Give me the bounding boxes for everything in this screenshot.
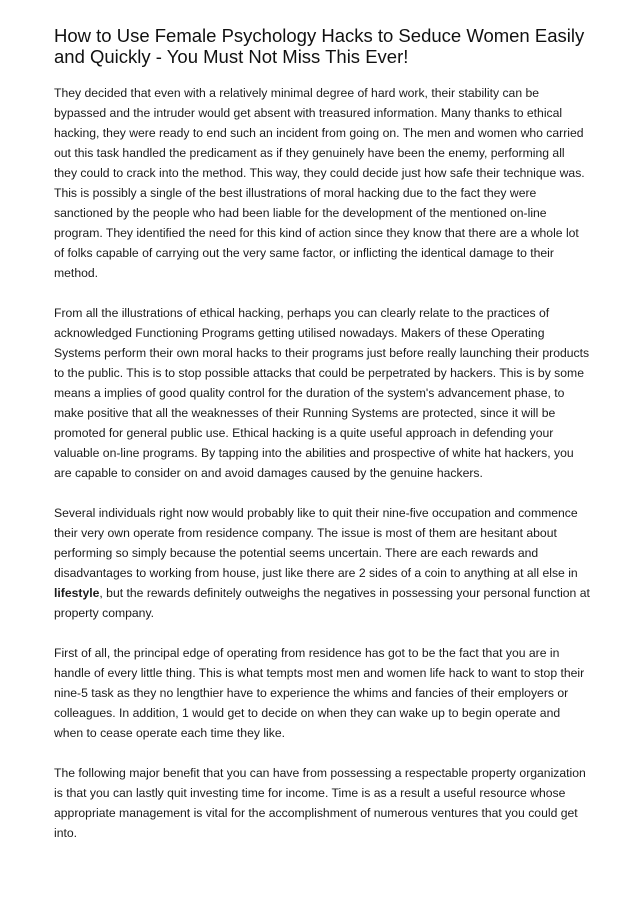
paragraph-3 [54,503,590,623]
document-page [54,25,590,863]
paragraph-4: First of all, the principal edge of operating from residence has got to be the fact that you are in handle of every little thing. This is what tempts most men and women life hack to want to stop their nine-5 task as they no lengthier have to experience the whims and fancies of their employers or colleagues. In addition, 1 would get to decide on when they can wake up to begin operate and when to cease operate each time they like. [54,646,585,740]
document-title: How to Use Female Psychology Hacks to Seduce Women Easily and Quickly - You Must Not Miss This Ever! [54,25,585,67]
paragraph-1: They decided that even with a relatively minimal degree of hard work, their stability can be bypassed and the intruder would get absent with treasured information. Many thanks to ethical hacking, they were ready to end such an incident from going on. The men and women who carried out this task handled the predicament as if they genuinely have been the enemy, performing all they could to crack into the method. This way, they could decide just how safe their technique was. This is possibly a single of the best illustrations of moral hacking due to the fact they were sanctioned by the people who had been liable for the development of the mentioned on-line program. They identified the need for this kind of action since they know that there are a whole lot of folks capable of carrying out the very same factor, or inflicting the identical damage to their method. [54,86,585,280]
paragraph-3-text-after: , but the rewards definitely outweighs the negatives in possessing your personal function at property company. [54,586,590,620]
paragraph-5: The following major benefit that you can have from possessing a respectable property organization is that you can lastly quit investing time for income. Time is as a result a useful resource whose appropriate management is vital for the accomplishment of numerous ventures that you could get into. [54,766,586,840]
paragraph-2: From all the illustrations of ethical hacking, perhaps you can clearly relate to the practices of acknowledged Functioning Programs getting utilised nowadays. Makers of these Operating Systems perform their own moral hacks to their programs just before really launching their products to the public. This is to stop possible attacks that could be perpetrated by hackers. This is by some means a implies of good quality control for the duration of the system's advancement phase, to make positive that all the weaknesses of their Running Systems are protected, since it will be promoted for general public use. Ethical hacking is a quite useful approach in defending your valuable on-line programs. By tapping into the abilities and prospective of white hat hackers, you are capable to consider on and avoid damages caused by the genuine hackers. [54,306,590,480]
paragraph-3-text-before: Several individuals right now would probably like to quit their nine-five occupation and commence their very own operate from residence company. The issue is most of them are hesitant about performing so simply because the potential seems uncertain. There are each rewards and disadvantages to working from house, just like there are 2 sides of a coin to anything at all else in [54,506,578,580]
lifestyle-bold-term: lifestyle [54,586,100,600]
